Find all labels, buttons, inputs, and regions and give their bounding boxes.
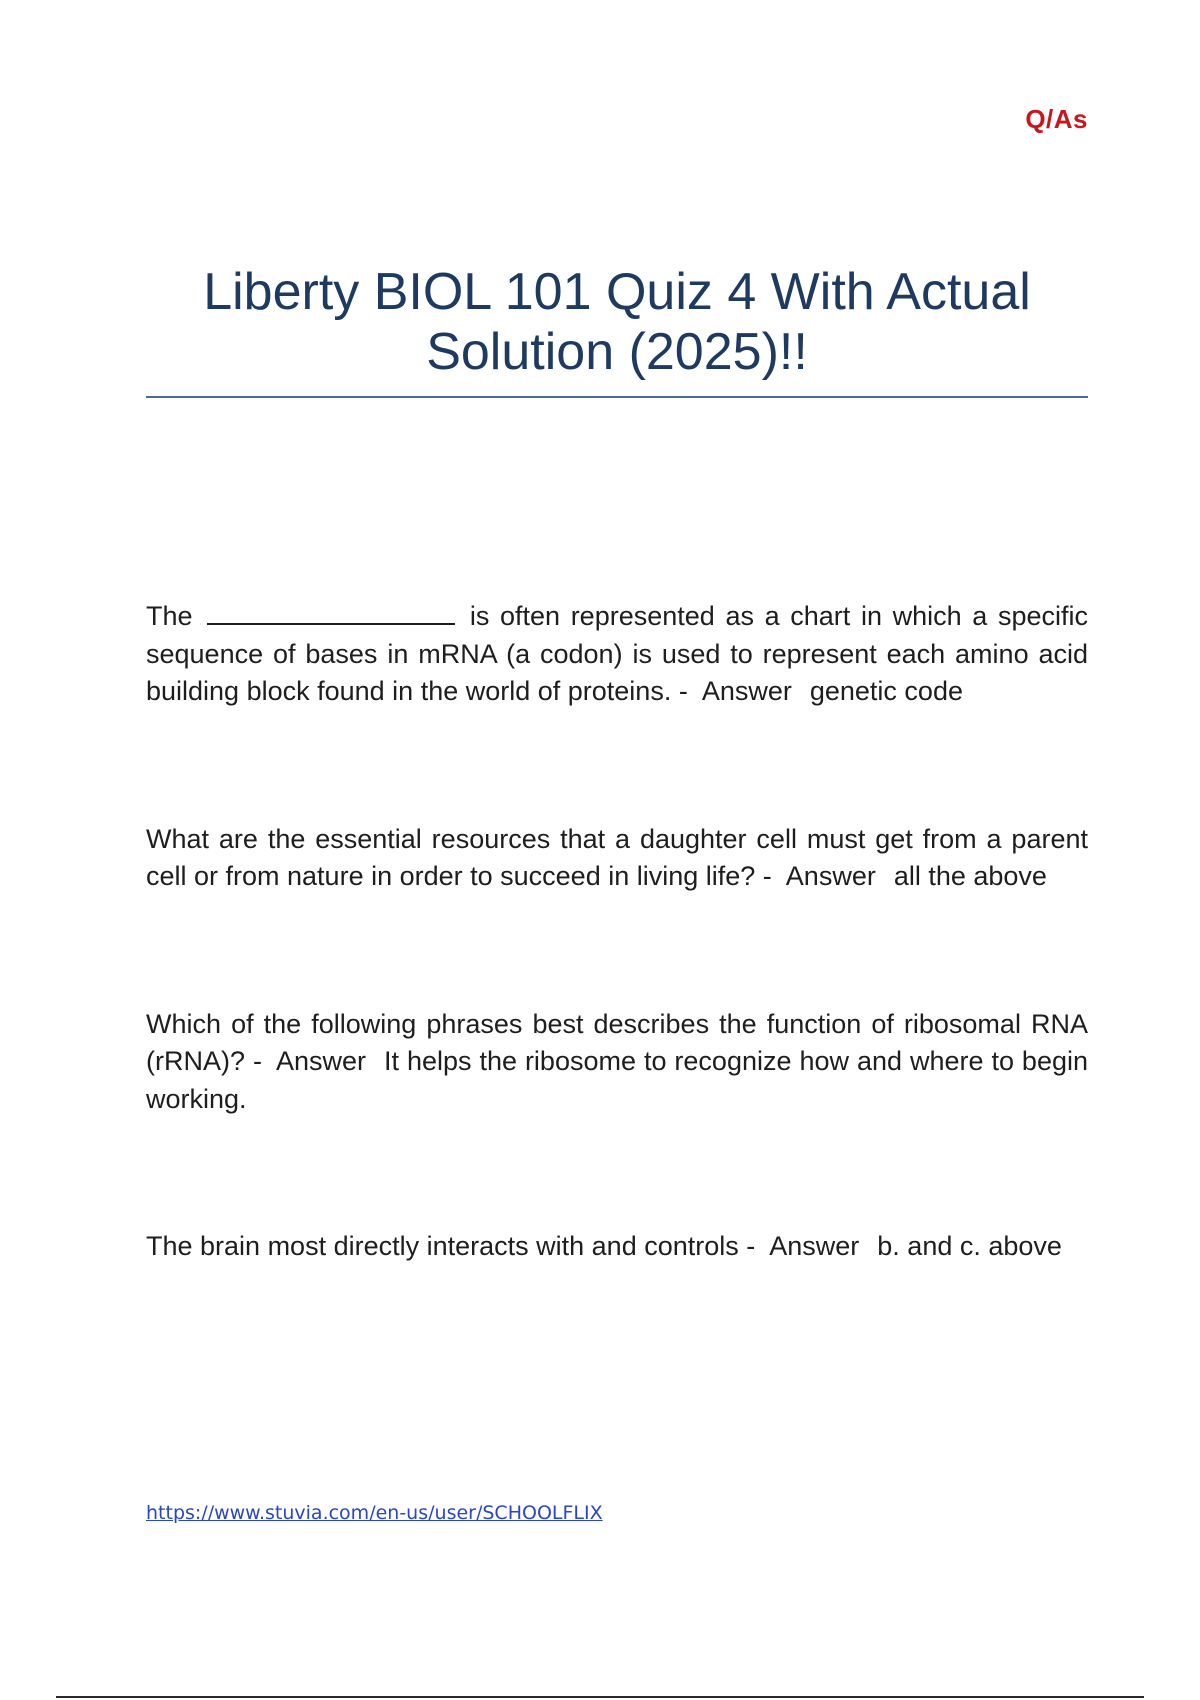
question-text: is often represented as a chart in which a specific sequence of bases in mRNA (a codon) is used to represent each amino acid building block found in the world of proteins. -: [146, 601, 1088, 706]
qa-list: [146, 597, 1088, 1376]
answer-label: Answer: [275, 1046, 366, 1076]
answer-text: all the above: [893, 861, 1047, 891]
source-link[interactable]: https://www.stuvia.com/en-us/user/SCHOOLFLIX: [146, 1502, 603, 1524]
answer-text: genetic code: [809, 676, 963, 706]
answer-text: b. and c. above: [877, 1231, 1062, 1261]
qa-item: [146, 1006, 1088, 1119]
qa-item: [146, 1228, 1088, 1266]
qa-item: [146, 597, 1088, 711]
question-text: Which of the following phrases best describes the function of ribosomal RNA (rRNA)? -: [146, 1008, 1088, 1076]
question-text: What are the essential resources that a daughter cell must get from a parent cell or from nature in order to succeed in living life? -: [146, 823, 1088, 891]
document-title: Liberty BIOL 101 Quiz 4 With Actual Solution (2025)!!: [203, 263, 1031, 381]
qa-item: [146, 821, 1088, 896]
footer-divider: [56, 1696, 1144, 1698]
answer-label: Answer: [701, 676, 792, 706]
answer-label: Answer: [785, 861, 876, 891]
question-text: The brain most directly interacts with and controls -: [146, 1231, 756, 1261]
fill-in-blank: [207, 597, 455, 625]
question-prefix: The: [146, 601, 193, 631]
title-divider: [146, 396, 1088, 398]
page-tag: Q/As: [1025, 104, 1088, 134]
answer-label: Answer: [769, 1231, 860, 1261]
answer-text: It helps the ribosome to recognize how and where to begin working.: [146, 1046, 1088, 1114]
title-block: [146, 262, 1088, 382]
